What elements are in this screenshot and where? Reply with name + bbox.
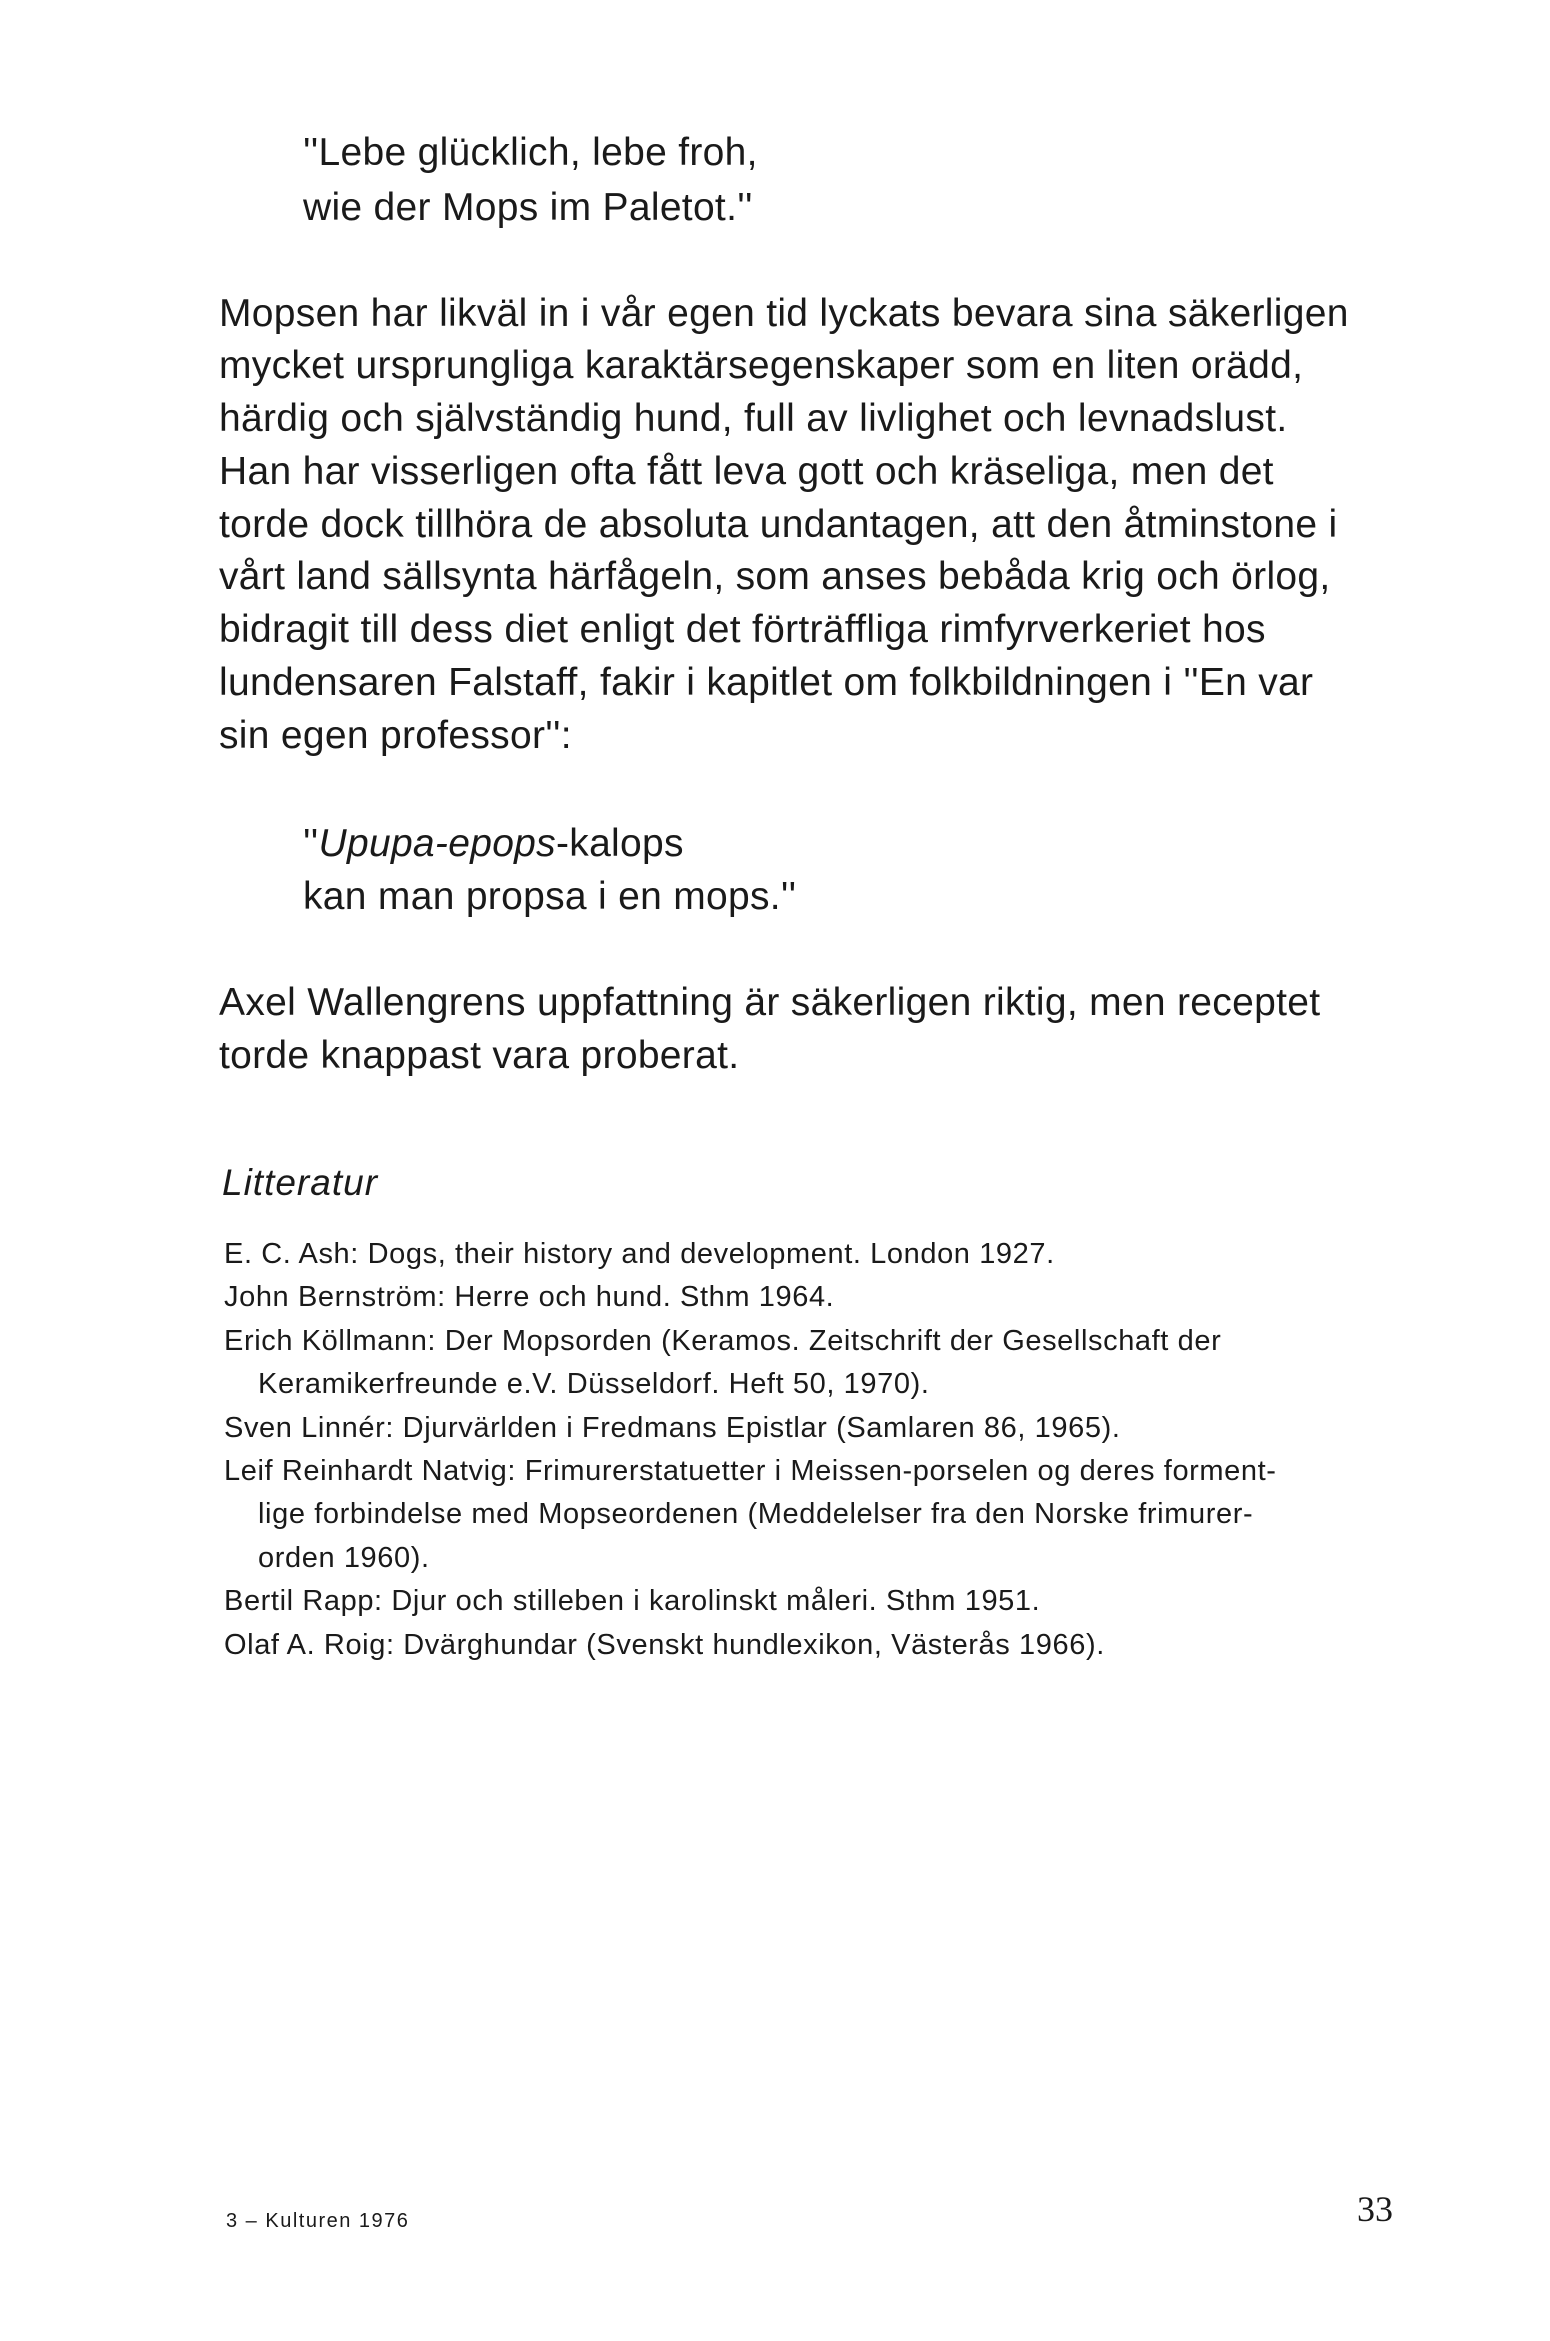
paragraph1-line: torde dock tillhöra de absoluta undantagen, att den åtminstone i [219, 503, 1338, 546]
paragraph1-line: mycket ursprungliga karaktärsegenskaper som en liten orädd, [219, 344, 1304, 387]
reference-line: Leif Reinhardt Natvig: Frimurerstatuetter i Meissen-porselen og deres forment- [224, 1455, 1277, 1487]
paragraph1-line: bidragit till dess diet enligt det förträffliga rimfyrverkeriet hos [219, 608, 1266, 651]
poem2-open-quote: '' [303, 822, 319, 865]
reference-line: Olaf A. Roig: Dvärghundar (Svenskt hundlexikon, Västerås 1966). [224, 1629, 1105, 1661]
paragraph2-line: torde knappast vara proberat. [219, 1034, 740, 1077]
paragraph1-line: vårt land sällsynta härfågeln, som anses bebåda krig och örlog, [219, 555, 1331, 598]
poem2-line2: kan man propsa i en mops.'' [303, 875, 797, 918]
reference-line: E. C. Ash: Dogs, their history and development. London 1927. [224, 1238, 1055, 1270]
reference-line: John Bernström: Herre och hund. Sthm 1964. [224, 1281, 835, 1313]
paragraph1-line: Han har visserligen ofta fått leva gott och kräseliga, men det [219, 450, 1274, 493]
poem2-italic-term: Upupa-epops [318, 822, 556, 865]
poem1-line2: wie der Mops im Paletot.'' [303, 186, 753, 229]
reference-line: Sven Linnér: Djurvärlden i Fredmans Epistlar (Samlaren 86, 1965). [224, 1412, 1121, 1444]
paragraph1-line: Mopsen har likväl in i vår egen tid lyckats bevara sina säkerligen [219, 292, 1349, 335]
paragraph1-line: sin egen professor'': [219, 714, 572, 757]
paragraph1-line: lundensaren Falstaff, fakir i kapitlet om folkbildningen i ''En var [219, 661, 1314, 704]
poem1-line1: ''Lebe glücklich, lebe froh, [303, 131, 758, 174]
reference-line: Bertil Rapp: Djur och stilleben i karolinskt måleri. Sthm 1951. [224, 1585, 1041, 1617]
reference-line-continued: orden 1960). [258, 1542, 430, 1574]
paragraph1-line: härdig och självständig hund, full av livlighet och levnadslust. [219, 397, 1288, 440]
paragraph2-line: Axel Wallengrens uppfattning är säkerligen riktig, men receptet [219, 981, 1321, 1024]
reference-line-continued: Keramikerfreunde e.V. Düsseldorf. Heft 50, 1970). [258, 1368, 930, 1400]
literature-heading: Litteratur [222, 1162, 379, 1203]
page-number: 33 [1357, 2189, 1393, 2229]
reference-line-continued: lige forbindelse med Mopseordenen (Meddelelser fra den Norske frimurer- [258, 1498, 1254, 1530]
poem2-line1-rest: -kalops [555, 822, 684, 865]
footer-source: 3 – Kulturen 1976 [226, 2210, 410, 2232]
poem2-line1 [303, 824, 684, 863]
reference-line: Erich Köllmann: Der Mopsorden (Keramos. Zeitschrift der Gesellschaft der [224, 1325, 1222, 1357]
